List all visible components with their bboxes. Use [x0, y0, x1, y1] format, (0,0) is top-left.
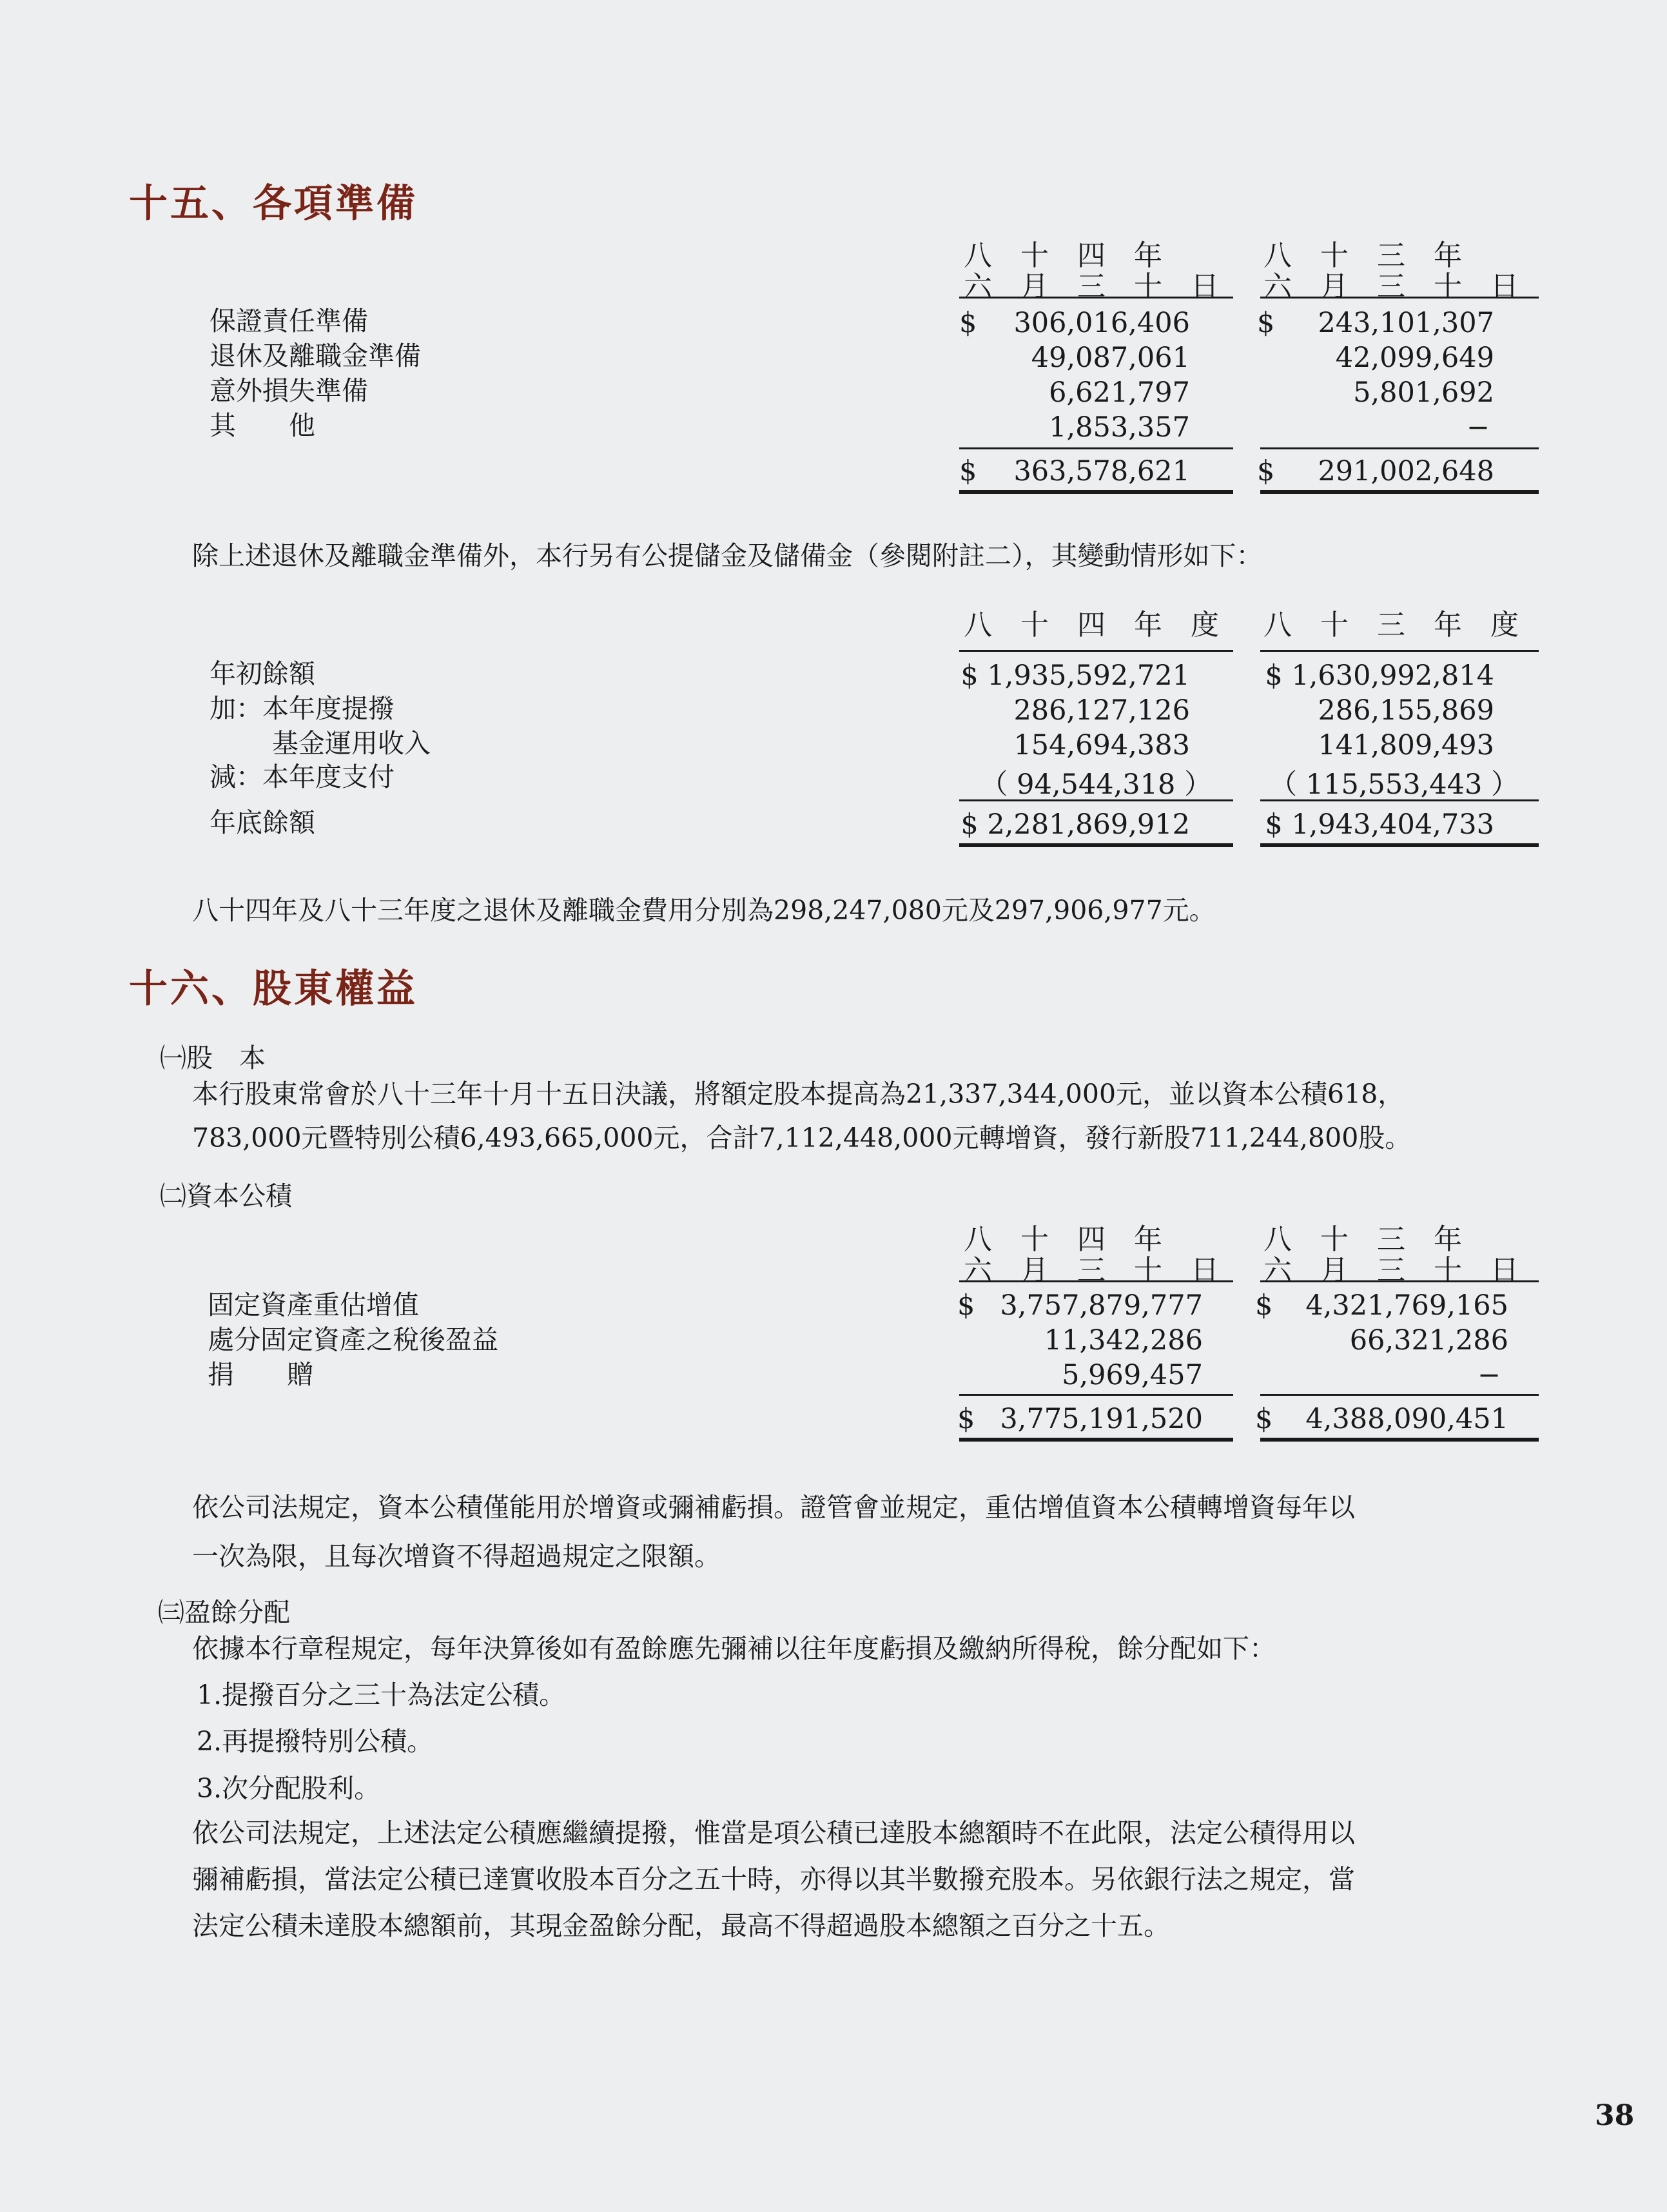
- legal-reserve-para-line2: 彌補虧損，當法定公積已達實收股本百分之五十時，亦得以其半數撥充股本。另依銀行法之規定，當: [192, 1864, 1355, 1895]
- t3-total-value-2: 4,388,090,451: [1305, 1403, 1508, 1435]
- t2-col1-subtotal-rule: [959, 799, 1233, 801]
- t3-total-value-1: 3,775,191,520: [1000, 1403, 1203, 1435]
- t1-dollar-sign: $: [1257, 307, 1275, 339]
- capital-surplus-note-line2: 一次為限，且每次增資不得超過規定之限額。: [192, 1541, 721, 1572]
- t3-row-value-1: 11,342,286: [1044, 1324, 1203, 1356]
- t1-row-value-1: 306,016,406: [1013, 307, 1190, 339]
- t1-row-value-2: 243,101,307: [1318, 307, 1494, 339]
- page-number: 38: [1595, 2099, 1635, 2132]
- legal-reserve-para-line1: 依公司法規定，上述法定公積應繼續提撥，惟當是項公積已達股本總額時不在此限，法定公積得用以: [192, 1817, 1355, 1848]
- t1-dollar-sign: $: [959, 307, 977, 339]
- earnings-distribution-subtitle: ㈢盈餘分配: [158, 1597, 290, 1628]
- t1-col1-total-double-rule: [959, 490, 1233, 494]
- capital-surplus-subtitle: ㈡資本公積: [160, 1180, 292, 1211]
- t1-row-label: 保證責任準備: [210, 306, 368, 337]
- t3-total-dollar: $: [957, 1403, 975, 1435]
- earnings-distribution-item: 1.提撥百分之三十為法定公積。: [197, 1679, 566, 1710]
- t2-row-value-2: $ 1,630,992,814: [1265, 660, 1494, 692]
- t1-col1-header-rule: [959, 297, 1233, 299]
- t2-row-label: 加：本年度提撥: [210, 693, 395, 724]
- t2-row-label: 減：本年度支付: [210, 761, 395, 792]
- t2-total-value-2: $ 1,943,404,733: [1265, 808, 1494, 841]
- t1-row-label: 其 他: [210, 410, 315, 441]
- t3-dollar-sign: $: [1255, 1289, 1273, 1322]
- t2-col2-total-double-rule: [1260, 843, 1539, 847]
- t3-row-label: 固定資產重估增值: [208, 1289, 419, 1320]
- t3-col1-header-line2: 六 月 三 十 日: [964, 1254, 1219, 1287]
- t2-col2-header: 八 十 三 年 度: [1263, 609, 1519, 641]
- t3-row-value-1: 5,969,457: [1062, 1359, 1203, 1391]
- t1-row-value-2: −: [1466, 411, 1490, 444]
- t1-total-dollar: $: [1257, 455, 1275, 487]
- t3-row-value-2: −: [1477, 1359, 1501, 1391]
- t2-row-value-1: （ 94,544,318 ）: [980, 768, 1212, 801]
- t2-total-value-1: $ 2,281,869,912: [960, 808, 1190, 841]
- t1-row-value-2: 42,099,649: [1335, 342, 1494, 374]
- t1-col1-subtotal-rule: [959, 447, 1233, 449]
- section-16-title: 十六、股東權益: [129, 966, 418, 1012]
- earnings-distribution-item: 3.次分配股利。: [197, 1773, 381, 1804]
- t3-row-label: 處分固定資產之稅後盈益: [208, 1324, 498, 1355]
- t1-total-value-1: 363,578,621: [1013, 455, 1190, 487]
- t2-col2-subtotal-rule: [1260, 799, 1539, 801]
- t1-col1-header-line1: 八 十 四 年: [964, 239, 1162, 272]
- t3-dollar-sign: $: [957, 1289, 975, 1322]
- section-15-title: 十五、各項準備: [129, 181, 418, 226]
- legal-reserve-para-line3: 法定公積未達股本總額前，其現金盈餘分配，最高不得超過股本總額之百分之十五。: [192, 1910, 1170, 1941]
- capital-stock-subtitle: ㈠股 本: [160, 1042, 266, 1073]
- t2-row-value-1: 286,127,126: [1013, 694, 1190, 727]
- t2-col1-header-rule: [959, 650, 1233, 652]
- t3-col1-subtotal-rule: [959, 1394, 1233, 1396]
- t3-col2-subtotal-rule: [1260, 1394, 1539, 1396]
- capital-surplus-note-line1: 依公司法規定，資本公積僅能用於增資或彌補虧損。證管會並規定，重估增值資本公積轉增資每年以: [192, 1492, 1355, 1523]
- t1-col2-header-line2: 六 月 三 十 日: [1263, 270, 1519, 303]
- t3-col1-header-line1: 八 十 四 年: [964, 1223, 1162, 1256]
- t1-row-label: 退休及離職金準備: [210, 340, 421, 371]
- t3-col2-header-line2: 六 月 三 十 日: [1263, 1254, 1519, 1287]
- t3-col1-header-rule: [959, 1280, 1233, 1282]
- t2-col1-header: 八 十 四 年 度: [964, 609, 1219, 641]
- t1-row-value-1: 49,087,061: [1031, 342, 1190, 374]
- t3-row-label: 捐 贈: [208, 1359, 313, 1390]
- t2-row-value-2: 286,155,869: [1318, 694, 1494, 727]
- t3-col1-total-double-rule: [959, 1438, 1233, 1442]
- t2-total-label: 年底餘額: [210, 807, 315, 838]
- t1-total-dollar: $: [959, 455, 977, 487]
- t1-row-label: 意外損失準備: [210, 375, 368, 406]
- t1-row-value-2: 5,801,692: [1353, 377, 1494, 409]
- t2-row-value-2: （ 115,553,443 ）: [1269, 768, 1519, 801]
- t3-row-value-2: 4,321,769,165: [1305, 1289, 1508, 1322]
- t1-col2-subtotal-rule: [1260, 447, 1539, 449]
- t1-col1-header-line2: 六 月 三 十 日: [964, 270, 1219, 303]
- t3-col2-header-line1: 八 十 三 年: [1263, 1223, 1462, 1256]
- capital-stock-text-line2: 783,000元暨特別公積6,493,665,000元，合計7,112,448,000元轉增資，發行新股711,244,800股。: [192, 1122, 1412, 1153]
- t1-total-value-2: 291,002,648: [1318, 455, 1494, 487]
- t1-row-value-1: 6,621,797: [1049, 377, 1190, 409]
- t2-row-label: 年初餘額: [210, 658, 315, 689]
- t3-row-value-2: 66,321,286: [1349, 1324, 1508, 1356]
- t2-col1-total-double-rule: [959, 843, 1233, 847]
- earnings-distribution-item: 2.再提撥特別公積。: [197, 1726, 434, 1757]
- t3-total-dollar: $: [1255, 1403, 1273, 1435]
- t2-row-label: 基金運用收入: [272, 728, 431, 759]
- t2-row-value-2: 141,809,493: [1318, 729, 1494, 761]
- t2-row-value-1: 154,694,383: [1013, 729, 1190, 761]
- t1-col2-header-line1: 八 十 三 年: [1263, 239, 1462, 272]
- t3-col2-total-double-rule: [1260, 1438, 1539, 1442]
- t1-row-value-1: 1,853,357: [1049, 411, 1190, 444]
- earnings-distribution-intro: 依據本行章程規定，每年決算後如有盈餘應先彌補以往年度虧損及繳納所得稅，餘分配如下：: [192, 1633, 1276, 1664]
- t2-row-value-1: $ 1,935,592,721: [960, 660, 1190, 692]
- capital-stock-text-line1: 本行股東常會於八十三年十月十五日決議，將額定股本提高為21,337,344,000元，並以資本公積618，: [192, 1079, 1405, 1110]
- t1-col2-total-double-rule: [1260, 490, 1539, 494]
- pension-expense-note: 八十四年及八十三年度之退休及離職金費用分別為298,247,080元及297,906,977元。: [192, 895, 1216, 926]
- t1-col2-header-rule: [1260, 297, 1539, 299]
- t3-row-value-1: 3,757,879,777: [1000, 1289, 1203, 1322]
- reserve-note-intro: 除上述退休及離職金準備外，本行另有公提儲金及儲備金（參閱附註二），其變動情形如下：: [192, 540, 1263, 571]
- t3-col2-header-rule: [1260, 1280, 1539, 1282]
- t2-col2-header-rule: [1260, 650, 1539, 652]
